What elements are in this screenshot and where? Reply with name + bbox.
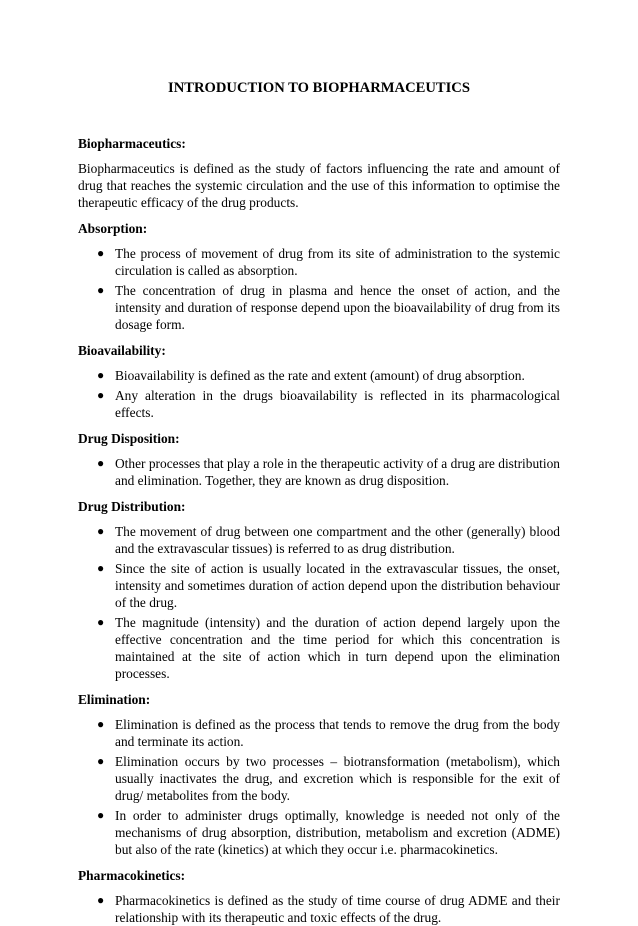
section-paragraph: Biopharmaceutics is defined as the study of factors influencing the rate and amount of drug that reaches the systemic circulation and the use of this information to optimise the therapeutic efficacy of the drug products. bbox=[78, 161, 560, 210]
bullet-icon: ● bbox=[97, 283, 105, 297]
bullet-icon: ● bbox=[97, 368, 105, 382]
list-item: ● In order to administer drugs optimally, knowledge is needed not only of the mechanisms of drug absorption, distribution, metabolism and excretion (ADME) but also of the rate (kinetics) at which they occur i.e. pharmacokinetics. bbox=[97, 808, 560, 857]
bullet-list bbox=[78, 523, 560, 682]
section-absorption bbox=[78, 220, 560, 333]
list-item: ● The concentration of drug in plasma and hence the onset of action, and the intensity and duration of response depend upon the bioavailability of drug from its dosage form. bbox=[97, 283, 560, 332]
list-item: ● Pharmacokinetics is defined as the study of time course of drug ADME and their relationship with its therapeutic and toxic effects of the drug. bbox=[97, 893, 560, 925]
bullet-list bbox=[78, 892, 560, 926]
section-drug-distribution bbox=[78, 498, 560, 682]
list-item: ● Elimination occurs by two processes – biotransformation (metabolism), which usually inactivates the drug, and excretion which is responsible for the exit of drug/ metabolites from the body. bbox=[97, 754, 560, 803]
list-item: ● Other processes that play a role in the therapeutic activity of a drug are distribution and elimination. Together, they are known as drug disposition. bbox=[97, 456, 560, 488]
page-title: INTRODUCTION TO BIOPHARMACEUTICS bbox=[168, 80, 470, 96]
section-biopharmaceutics bbox=[78, 135, 560, 211]
bullet-icon: ● bbox=[97, 615, 105, 629]
bullet-icon: ● bbox=[97, 717, 105, 731]
bullet-list bbox=[78, 245, 560, 333]
list-item: ● Bioavailability is defined as the rate and extent (amount) of drug absorption. bbox=[97, 368, 525, 383]
section-pharmacokinetics bbox=[78, 867, 560, 926]
section-heading: Elimination: bbox=[78, 692, 151, 707]
list-item: ● Any alteration in the drugs bioavailability is reflected in its pharmacological effects. bbox=[97, 388, 560, 420]
list-item: ● Since the site of action is usually located in the extravascular tissues, the onset, intensity and sometimes duration of action depend upon the distribution behaviour of the drug. bbox=[97, 561, 560, 610]
section-elimination bbox=[78, 691, 560, 858]
bullet-icon: ● bbox=[97, 561, 105, 575]
section-drug-disposition bbox=[78, 430, 560, 489]
section-heading: Drug Distribution: bbox=[78, 499, 186, 514]
list-item: ● The process of movement of drug from its site of administration to the systemic circulation is called as absorption. bbox=[97, 246, 560, 278]
document-body bbox=[78, 135, 560, 926]
section-bioavailability bbox=[78, 342, 560, 421]
bullet-icon: ● bbox=[97, 388, 105, 402]
bullet-icon: ● bbox=[97, 246, 105, 260]
list-item: ● Elimination is defined as the process that tends to remove the drug from the body and terminate its action. bbox=[97, 717, 560, 749]
bullet-list bbox=[78, 367, 560, 421]
bullet-icon: ● bbox=[97, 456, 105, 470]
section-heading: Pharmacokinetics: bbox=[78, 868, 186, 883]
bullet-icon: ● bbox=[97, 808, 105, 822]
section-heading: Bioavailability: bbox=[78, 343, 166, 358]
section-heading: Biopharmaceutics: bbox=[78, 136, 186, 151]
list-item: ● The movement of drug between one compartment and the other (generally) blood and the extravascular tissues) is referred to as drug distribution. bbox=[97, 524, 560, 556]
bullet-icon: ● bbox=[97, 524, 105, 538]
list-item: ● The magnitude (intensity) and the duration of action depend largely upon the effective concentration and the time period for which this concentration is maintained at the site of action which in turn depend upon the elimination processes. bbox=[97, 615, 560, 681]
section-heading: Drug Disposition: bbox=[78, 431, 180, 446]
bullet-list bbox=[78, 455, 560, 489]
section-heading: Absorption: bbox=[78, 221, 148, 236]
bullet-icon: ● bbox=[97, 754, 105, 768]
bullet-icon: ● bbox=[97, 893, 105, 907]
bullet-list bbox=[78, 716, 560, 858]
